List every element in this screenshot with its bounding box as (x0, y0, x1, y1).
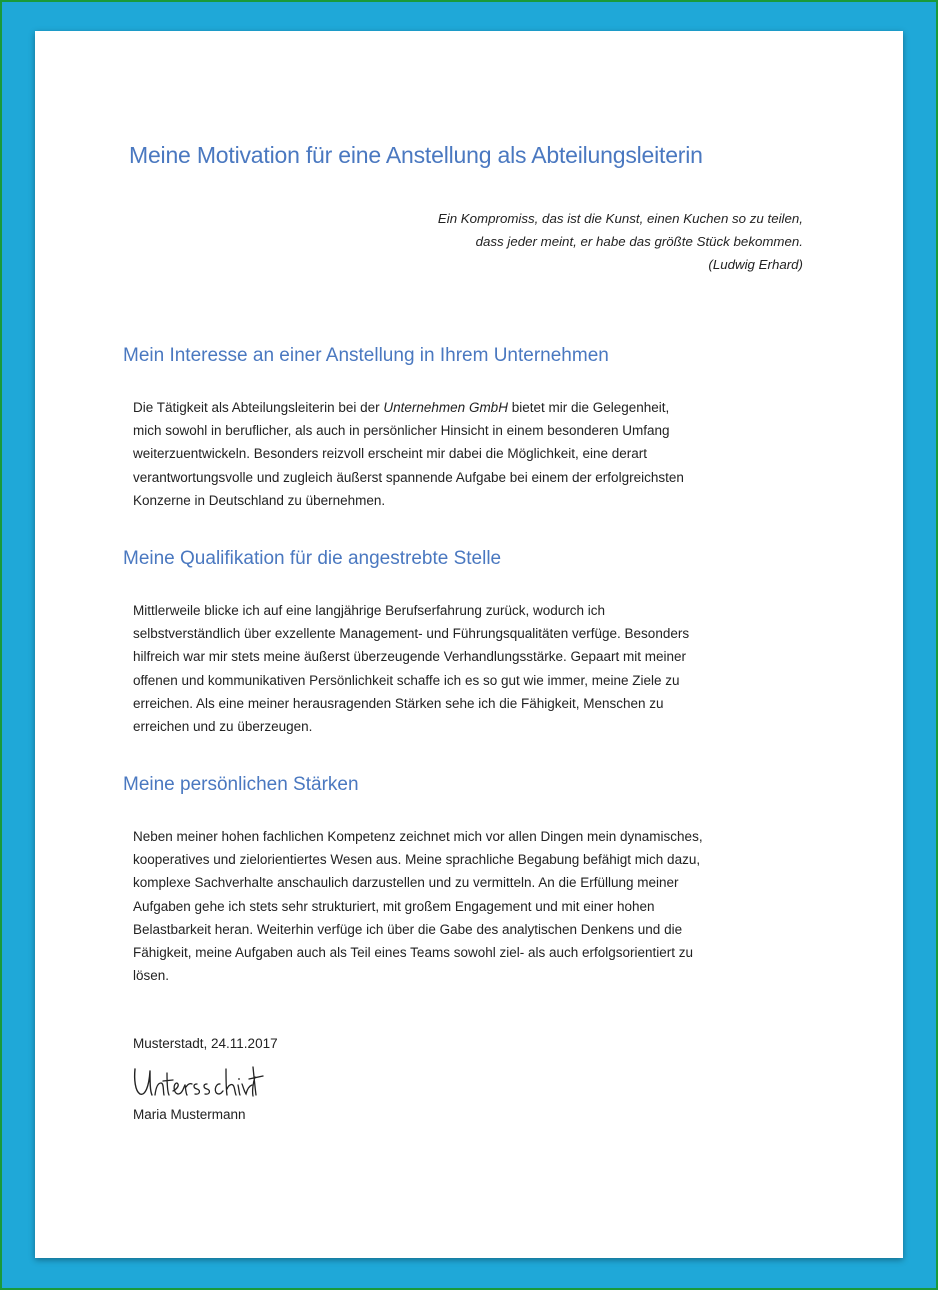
text-run: bietet mir die Gelegenheit, (507, 400, 670, 415)
paragraph-line (133, 396, 833, 419)
place-date: Musterstadt, 24.11.2017 (133, 1036, 278, 1051)
paragraph-line: Fähigkeit, meine Aufgaben auch als Teil eines Teams sowohl ziel- als auch erfolgsorientiert zu (133, 945, 694, 961)
paragraph-line: Neben meiner hohen fachlichen Kompetenz zeichnet mich vor allen Dingen mein dynamisches, (133, 829, 703, 844)
paragraph-line: komplexe Sachverhalte anschaulich darzustellen und zu vermitteln. An die Erfüllung meiner (133, 875, 679, 891)
paragraph-line: kooperatives und zielorientiertes Wesen aus. Meine sprachliche Begabung befähigt mich dazu, (133, 852, 701, 868)
paragraph-line: verantwortungsvolle und zugleich äußerst spannende Aufgabe bei einem der erfolgreichsten (133, 469, 684, 485)
section-heading-qualification: Meine Qualifikation für die angestrebte Stelle (123, 548, 502, 569)
handwritten-signature (131, 1061, 266, 1103)
paragraph-line: mich sowohl in beruflicher, als auch in persönlicher Hinsicht in einem besonderen Umfang (133, 423, 670, 439)
section-heading-strengths: Meine persönlichen Stärken (123, 774, 359, 795)
paragraph-line: hilfreich war mir stets meine äußerst überzeugende Verhandlungsstärke. Gepaart mit meiner (133, 649, 687, 665)
section-paragraph-interest (133, 396, 833, 512)
section-heading-interest: Mein Interesse an einer Anstellung in Ihrem Unternehmen (123, 345, 609, 366)
quote-block (243, 207, 803, 276)
paragraph-line: erreichen und zu überzeugen. (133, 719, 313, 735)
paragraph-line: lösen. (133, 968, 170, 984)
document-page (35, 31, 903, 1258)
paragraph-line: Mittlerweile blicke ich auf eine langjährige Berufserfahrung zurück, wodurch ich (133, 603, 605, 618)
text-run: Die Tätigkeit als Abteilungsleiterin bei der (133, 400, 384, 415)
section-paragraph-strengths (133, 825, 833, 987)
section-paragraph-qualification (133, 599, 833, 738)
quote-line: dass jeder meint, er habe das größte Stück bekommen. (475, 234, 803, 249)
paragraph-line: Belastbarkeit heran. Weiterhin verfüge ich über die Gabe des analytischen Denkens und die (133, 921, 683, 937)
paragraph-line: offenen und kommunikativen Persönlichkeit schaffe ich es so gut wie immer, meine Ziele zu (133, 672, 680, 688)
paragraph-line: selbstverständlich über exzellente Management- und Führungsqualitäten verfüge. Besonders (133, 626, 690, 642)
company-name: Unternehmen GmbH (383, 400, 508, 415)
paragraph-line: Aufgaben gehe ich stets sehr strukturiert, mit großem Engagement und mit einer hohen (133, 898, 655, 914)
quote-line: Ein Kompromiss, das ist die Kunst, einen Kuchen so zu teilen, (437, 211, 803, 226)
page-title: Meine Motivation für eine Anstellung als Abteilungsleiterin (129, 142, 703, 168)
paragraph-line: Konzerne in Deutschland zu übernehmen. (133, 492, 386, 508)
signer-name: Maria Mustermann (133, 1107, 246, 1122)
quote-author: (Ludwig Erhard) (708, 257, 803, 272)
paragraph-line: weiterzuentwickeln. Besonders reizvoll erscheint mir dabei die Möglichkeit, eine derart (133, 446, 647, 462)
paragraph-line: erreichen. Als eine meiner herausragenden Stärken sehe ich die Fähigkeit, Menschen zu (133, 695, 664, 711)
